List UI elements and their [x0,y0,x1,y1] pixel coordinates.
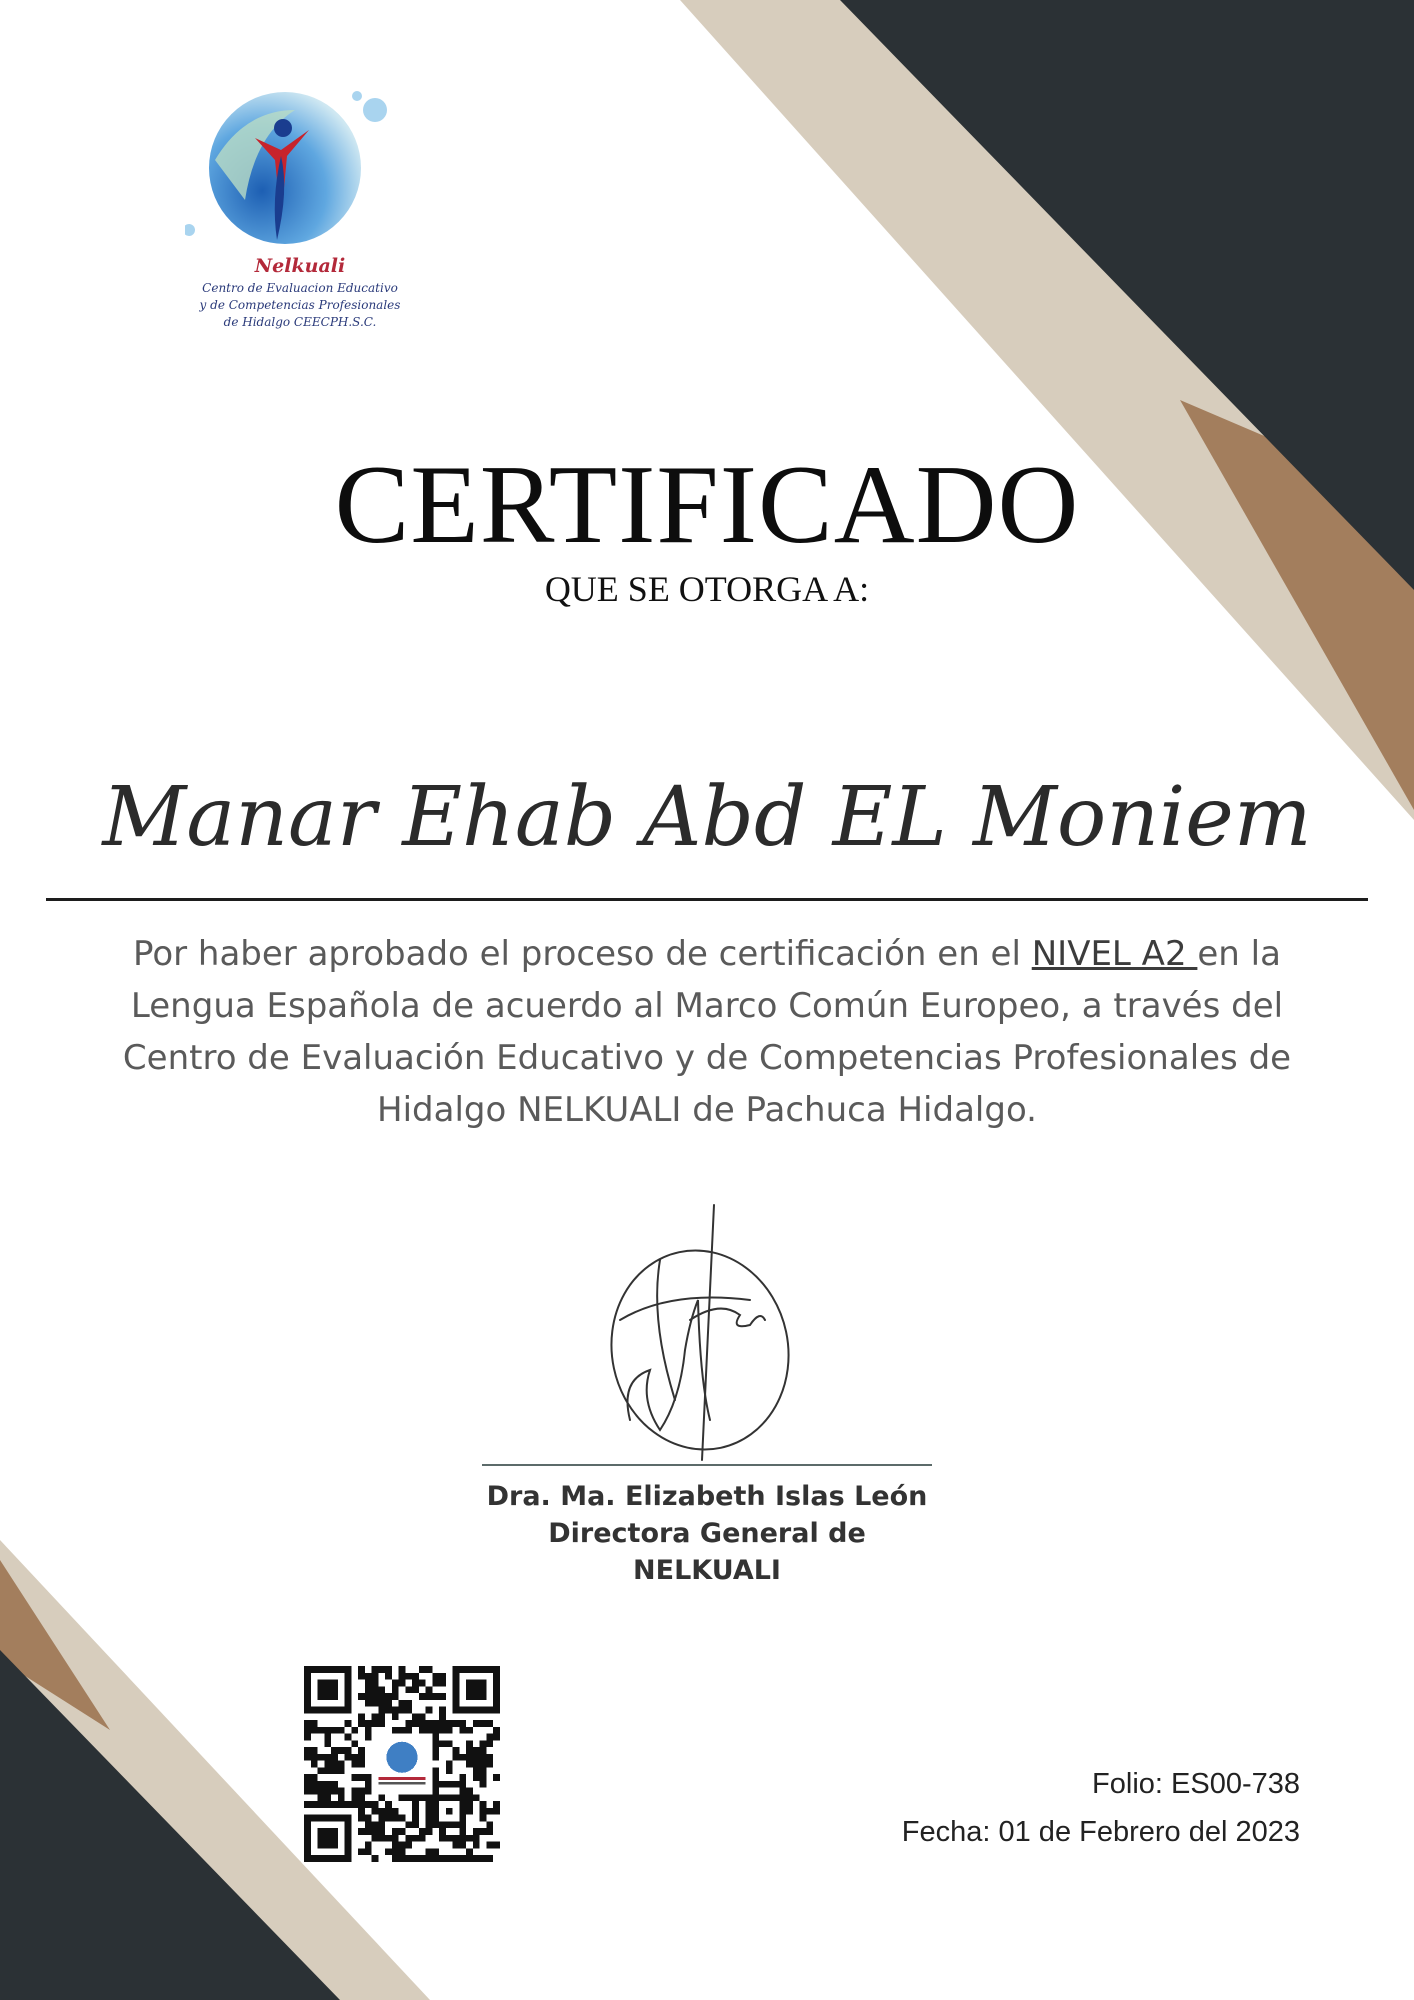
recipient-underline [46,898,1368,901]
folio-number: Folio: ES00-738 [1092,1768,1300,1800]
certificate-level: NIVEL A2 [1031,934,1198,974]
signer-title-line-2: NELKUALI [633,1555,781,1586]
signer-title-line-1: Directora General de [548,1518,866,1549]
logo-figure-icon [185,90,415,260]
logo-line-1: Centro de Evaluacion Educativo [202,281,398,295]
logo-line-2: y de Competencias Profesionales [199,298,401,312]
handwritten-signature [590,1200,810,1470]
certificate-title: CERTIFICADO [334,443,1080,567]
logo-line-3: de Hidalgo CEECPH.S.C. [223,315,377,329]
certificate-body [70,928,1344,1136]
logo-name: Nelkuali [254,255,346,277]
signer-name: Dra. Ma. Elizabeth Islas León [486,1481,928,1512]
certificate-subtitle: QUE SE OTORGA A: [544,569,870,609]
institution-logo [140,90,460,340]
signer-block [430,1478,984,1589]
body-text-before: Por haber aprobado el proceso de certificación en el [133,934,1032,974]
logo-subtitle [140,280,460,331]
body-text-after: en la Lengua Española de acuerdo al Marco Común Europeo, a través del Centro de Evaluación Educativo y de Competencias Profesionales de Hidalgo NELKUALI de Pachuca Hidalgo. [122,934,1292,1130]
footer-info [900,1760,1300,1856]
recipient-name: Manar Ehab Abd EL Moniem [102,770,1312,865]
issue-date: Fecha: 01 de Febrero del 2023 [901,1816,1300,1848]
qr-code-icon [304,1666,500,1862]
bottom-left-dark-panel [0,1650,340,2000]
signature-line [482,1464,932,1466]
